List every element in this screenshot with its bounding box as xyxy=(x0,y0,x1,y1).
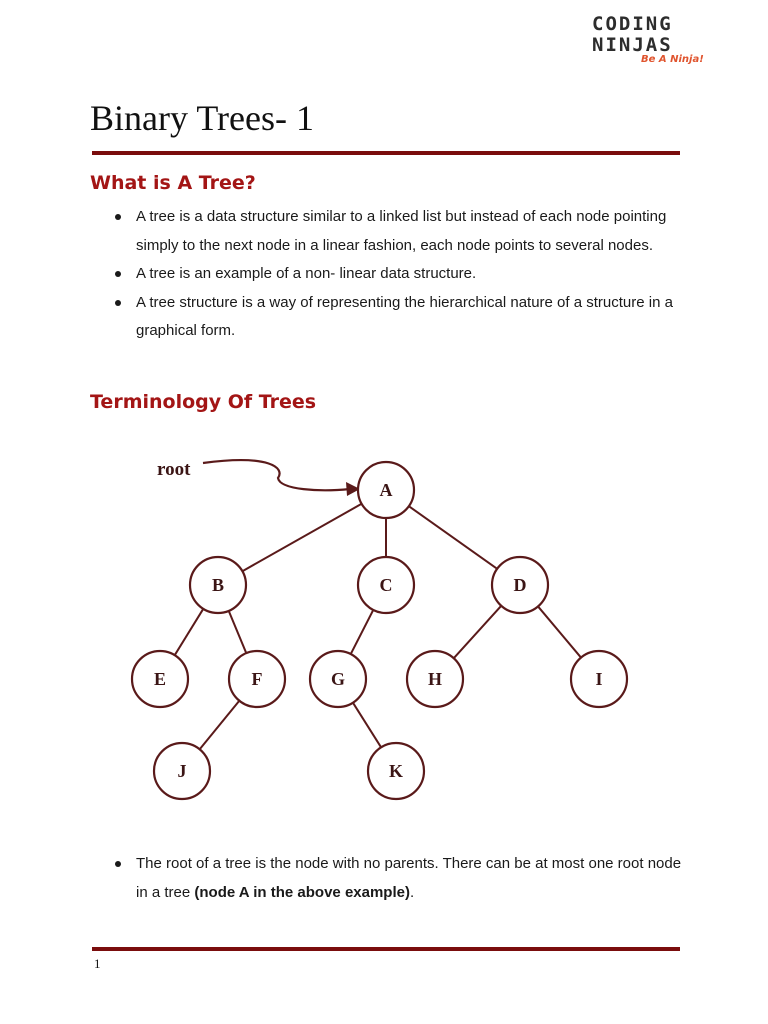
page-title: Binary Trees- 1 xyxy=(90,98,314,138)
tree-node-label: E xyxy=(153,669,167,689)
tree-node-label: C xyxy=(379,575,393,595)
tree-edge-a-d xyxy=(409,506,497,569)
tree-node-h xyxy=(407,651,463,707)
tree-node-f xyxy=(229,651,285,707)
tree-edge-f-j xyxy=(200,701,240,750)
tree-node-a xyxy=(358,462,414,518)
tree-node-e xyxy=(132,651,188,707)
tree-node-label: F xyxy=(251,669,263,689)
root-definition-text: The root of a tree is the node with no parents. There can be at most one root node in a tree xyxy=(136,855,682,901)
tree-edge-g-k xyxy=(353,703,381,748)
tree-edge-a-b xyxy=(242,504,361,571)
logo-line-2: NINJAS xyxy=(592,34,673,56)
tree-node-label: H xyxy=(427,669,443,689)
root-definition-example: (node A in the above example) xyxy=(194,883,410,901)
tree-node-label: B xyxy=(211,575,225,595)
root-definition-list xyxy=(90,850,690,907)
list-item: A tree is a data structure similar to a linked list but instead of each node pointing simply to the next node in a linear fashion, each node points to several nodes. xyxy=(90,203,690,260)
tree-edges xyxy=(175,504,581,750)
root-definition-trailing: . xyxy=(409,883,415,901)
tree-node-i xyxy=(571,651,627,707)
tree-node-c xyxy=(358,557,414,613)
root-label: root xyxy=(157,459,191,480)
section-heading-terminology: Terminology Of Trees xyxy=(90,391,317,413)
tree-node-d xyxy=(492,557,548,613)
tree-edge-d-i xyxy=(538,606,581,657)
title-divider xyxy=(92,151,680,155)
tree-node-label: I xyxy=(595,669,603,689)
section-heading-what-is-a-tree: What is A Tree? xyxy=(90,172,256,194)
footer-divider xyxy=(92,947,680,951)
tree-node-label: D xyxy=(513,575,527,595)
logo-line-1: CODING xyxy=(592,13,673,35)
logo-tagline: Be A Ninja! xyxy=(641,54,704,65)
tree-node-j xyxy=(154,743,210,799)
tree-node-b xyxy=(190,557,246,613)
tree-node-label: J xyxy=(177,761,187,781)
tree-node-label: A xyxy=(379,480,393,500)
coding-ninjas-logo xyxy=(588,14,708,72)
what-is-a-tree-list xyxy=(90,203,690,346)
tree-node-k xyxy=(368,743,424,799)
tree-node-label: K xyxy=(388,761,404,781)
list-item xyxy=(90,850,690,907)
list-item: A tree is an example of a non- linear data structure. xyxy=(90,260,690,289)
tree-edge-b-e xyxy=(175,609,204,655)
tree-edge-d-h xyxy=(454,606,501,658)
root-arrow xyxy=(203,460,350,490)
tree-edge-c-g xyxy=(351,610,374,654)
tree-node-g xyxy=(310,651,366,707)
tree-diagram xyxy=(120,440,660,810)
page-number: 1 xyxy=(94,956,101,971)
list-item: A tree structure is a way of representing the hierarchical nature of a structure in a graphical form. xyxy=(90,289,690,346)
tree-node-label: G xyxy=(330,669,346,689)
tree-edge-b-f xyxy=(229,611,247,653)
